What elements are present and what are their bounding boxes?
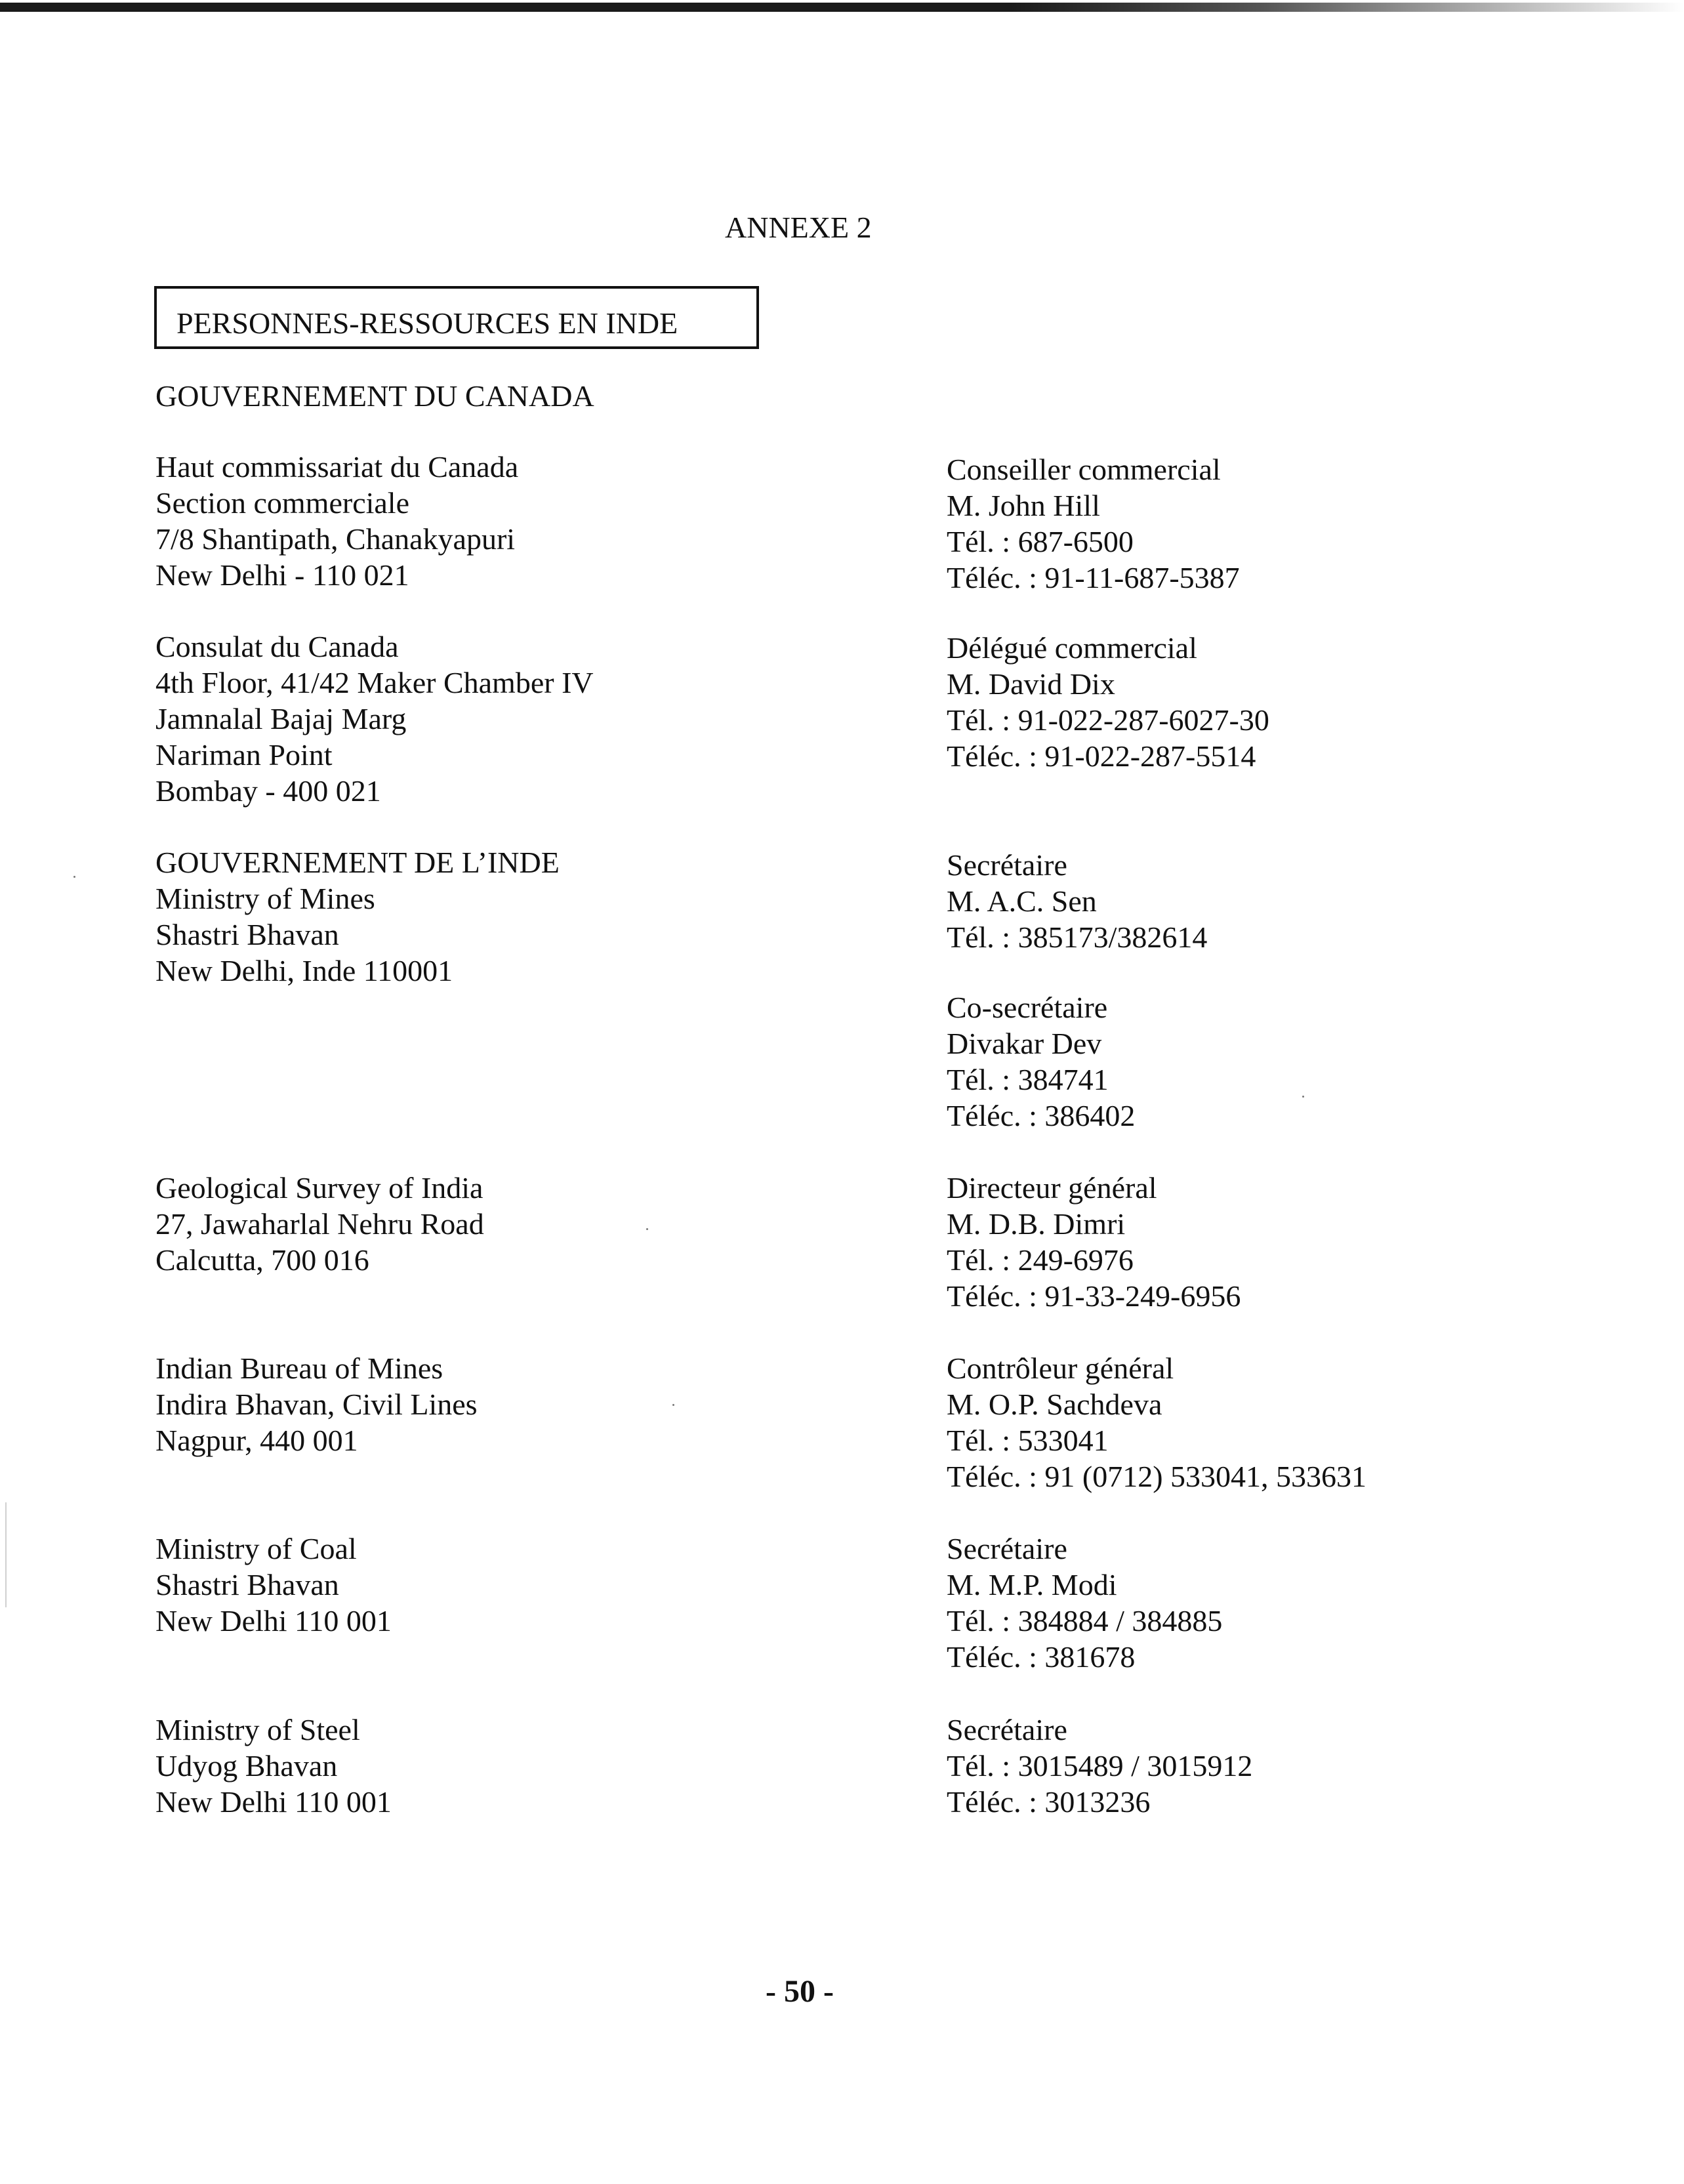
address-line: Consulat du Canada (155, 630, 399, 663)
contact-block (947, 847, 1207, 955)
section-title: PERSONNES-RESSOURCES EN INDE (176, 306, 678, 340)
scan-speck (646, 1228, 648, 1230)
contact-block (947, 1712, 1252, 1820)
contact-block (947, 1531, 1222, 1675)
address-block (155, 449, 518, 593)
contact-line: M. David Dix (947, 667, 1115, 701)
address-line: Ministry of Steel (155, 1713, 360, 1746)
contact-block (947, 630, 1269, 774)
address-line: 27, Jawaharlal Nehru Road (155, 1207, 484, 1241)
address-line: Indian Bureau of Mines (155, 1351, 443, 1385)
contact-line: M. A.C. Sen (947, 884, 1097, 918)
top-border-rule (0, 3, 1684, 12)
address-line: GOUVERNEMENT DE L’INDE (155, 846, 560, 879)
address-line: 7/8 Shantipath, Chanakyapuri (155, 522, 516, 556)
contact-line: Conseiller commercial (947, 453, 1221, 486)
scan-speck (1302, 1096, 1304, 1098)
contact-line: M. O.P. Sachdeva (947, 1388, 1162, 1421)
address-line: Bombay - 400 021 (155, 774, 381, 808)
scan-speck (73, 876, 75, 878)
contact-line: Tél. : 533041 (947, 1424, 1109, 1457)
contact-line: M. John Hill (947, 489, 1100, 522)
address-line: Ministry of Mines (155, 882, 375, 915)
address-line: Jamnalal Bajaj Marg (155, 702, 407, 735)
contact-line: Téléc. : 91 (0712) 533041, 533631 (947, 1460, 1367, 1493)
contact-block (947, 1170, 1241, 1314)
scan-margin-mark (5, 1502, 7, 1607)
contact-line: Co-secrétaire (947, 991, 1108, 1024)
contact-line: Secrétaire (947, 848, 1067, 882)
contact-line: Téléc. : 3013236 (947, 1785, 1151, 1819)
contact-line: Téléc. : 386402 (947, 1099, 1136, 1132)
contact-block (947, 989, 1135, 1134)
address-line: New Delhi 110 001 (155, 1785, 392, 1819)
address-line: Section commerciale (155, 486, 410, 520)
section-title-box (154, 286, 759, 349)
contact-line: Tél. : 687-6500 (947, 525, 1134, 558)
address-line: Indira Bhavan, Civil Lines (155, 1388, 478, 1421)
address-line: Udyog Bhavan (155, 1749, 338, 1782)
address-line: Shastri Bhavan (155, 1568, 339, 1601)
contact-line: Directeur général (947, 1171, 1157, 1205)
contact-line: Tél. : 384741 (947, 1063, 1109, 1096)
annex-label: ANNEXE 2 (725, 211, 872, 244)
contact-line: Tél. : 91-022-287-6027-30 (947, 703, 1269, 737)
contact-line: Secrétaire (947, 1713, 1067, 1746)
address-block (155, 1531, 392, 1639)
contact-line: Contrôleur général (947, 1351, 1174, 1385)
contact-line: Délégué commercial (947, 631, 1197, 665)
page-number: - 50 - (766, 1974, 834, 2009)
address-line: Ministry of Coal (155, 1532, 357, 1565)
address-line: Calcutta, 700 016 (155, 1243, 369, 1277)
contact-line: Tél. : 385173/382614 (947, 920, 1208, 954)
contact-line: Téléc. : 381678 (947, 1640, 1136, 1674)
government-of-canada-heading: GOUVERNEMENT DU CANADA (155, 379, 594, 413)
address-block (155, 1712, 392, 1820)
contact-line: Téléc. : 91-022-287-5514 (947, 739, 1256, 773)
address-line: Geological Survey of India (155, 1171, 483, 1205)
contact-line: Téléc. : 91-33-249-6956 (947, 1279, 1241, 1313)
address-line: 4th Floor, 41/42 Maker Chamber IV (155, 666, 594, 699)
address-line: Haut commissariat du Canada (155, 450, 519, 484)
contact-block (947, 451, 1240, 596)
address-line: Nariman Point (155, 738, 333, 772)
contact-line: M. D.B. Dimri (947, 1207, 1126, 1241)
address-block (155, 628, 594, 809)
address-block (155, 1170, 484, 1278)
address-line: New Delhi 110 001 (155, 1604, 392, 1638)
address-line: New Delhi - 110 021 (155, 558, 409, 592)
contact-block (947, 1350, 1366, 1494)
contact-line: M. M.P. Modi (947, 1568, 1117, 1601)
address-line: Shastri Bhavan (155, 918, 339, 951)
contact-line: Tél. : 384884 / 384885 (947, 1604, 1223, 1638)
contact-line: Tél. : 3015489 / 3015912 (947, 1749, 1253, 1782)
address-line: New Delhi, Inde 110001 (155, 954, 453, 987)
contact-line: Téléc. : 91-11-687-5387 (947, 561, 1240, 594)
address-block (155, 1350, 478, 1458)
contact-line: Tél. : 249-6976 (947, 1243, 1134, 1277)
scan-speck (672, 1404, 674, 1406)
contact-line: Divakar Dev (947, 1027, 1102, 1060)
contact-line: Secrétaire (947, 1532, 1067, 1565)
address-line: Nagpur, 440 001 (155, 1424, 358, 1457)
address-block (155, 844, 560, 989)
